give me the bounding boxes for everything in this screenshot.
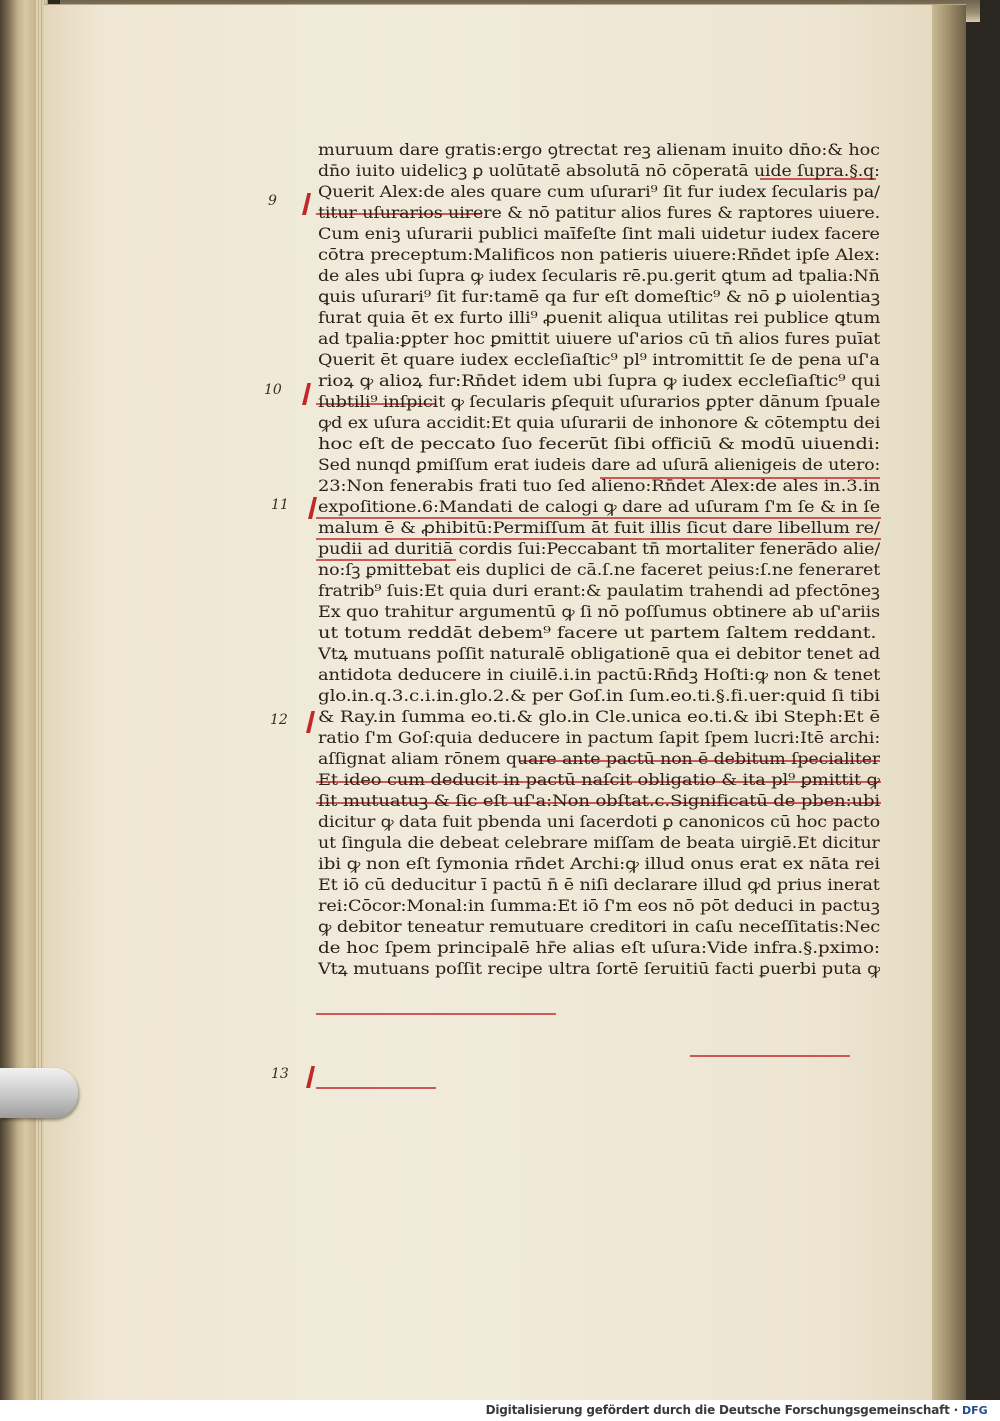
page-right-edge bbox=[932, 5, 966, 1400]
text-line: dn̄o iuito uidelicꝫ ꝑ uolūtatē absolutā nō cōperatā uide ſupra.§.q: bbox=[318, 162, 880, 180]
bookmark-tab[interactable] bbox=[0, 1068, 78, 1118]
rubric-underline bbox=[690, 1055, 850, 1057]
rubric-underline bbox=[316, 1087, 436, 1089]
section-number: 9 bbox=[268, 193, 277, 209]
section-number: 12 bbox=[270, 712, 288, 728]
section-number: 10 bbox=[264, 382, 282, 398]
section-number: 13 bbox=[271, 1066, 289, 1082]
text-line: Vtꝝ mutuans poſſit recipe ultra ſortē ſeruitiū facti ꝑuerbi puta ꝙ bbox=[318, 960, 880, 978]
text-line: aſſignat aliam rōnem quare ante pactū non ē debitum ſpecialiter bbox=[318, 750, 880, 768]
text-line: ꝙd ex uſura accidit:Et quia uſurarii de inhonore & cōtemptu dei bbox=[318, 414, 880, 432]
text-line: ꝙ debitor teneatur remutuare creditori in caſu neceſſitatis:Nec bbox=[318, 918, 880, 936]
text-line: rei:Cōcor:Monal:in ſumma:Et iō ſ'm eos nō pōt deduci in pactuꝫ bbox=[318, 897, 880, 915]
text-line: Cum eniꝫ uſurarii publici maīfeſte ſint mali uidetur iudex facere bbox=[318, 225, 880, 243]
text-line: malum ē & ꝓhibitū:Permiſſum āt fuit illis ſicut dare libellum re/ bbox=[318, 519, 880, 537]
text-line: fratrib⁹ ſuis:Et quia duri erant:& paulatim trahendi ad pfectōneꝫ bbox=[318, 582, 880, 600]
text-line: ratio ſ'm Goſ:quia deducere in pactum ſapit ſpem lucri:Itē archi: bbox=[318, 729, 880, 747]
text-line: Et ideo cum deducit in pactū naſcit obligatio & ita pl⁹ ꝑmittit ꝙ bbox=[318, 771, 880, 789]
section-number: 11 bbox=[271, 497, 289, 513]
text-line: dicitur ꝙ data fuit pbenda uni ſacerdoti ꝑ canonicos cū hoc pacto bbox=[318, 813, 880, 831]
text-line: rioꝝ ꝙ alioꝝ fur:Rn̄det idem ubi ſupra ꝙ iudex eccleſiaſtic⁹ qui bbox=[318, 372, 880, 390]
text-line: ibi ꝙ non eſt ſymonia rn̄det Archi:ꝙ illud onus erat ex nāta rei bbox=[318, 855, 880, 873]
text-line: de hoc ſpem principalē hr̄e alias eſt uſura:Vide infra.§.pximo: bbox=[318, 939, 880, 957]
text-line: 23:Non fenerabis frati tuo ſed alieno:Rn̄det Alex:de ales in.3.in bbox=[318, 477, 880, 495]
text-line: ſit mutuatuꝫ & ſic eſt uſ'a:Non obſtat.c.Significatū de pben:ubi bbox=[318, 792, 880, 810]
text-line: glo.in.q.3.c.i.in.glo.2.& per Goſ.in ſum.eo.ti.§.fi.uer:quid ſi tibi bbox=[318, 687, 880, 705]
text-line: expoſitione.6:Mandati de calogi ꝙ dare ad uſuram ſ'm ſe & in ſe bbox=[318, 498, 880, 516]
text-line: hoc eſt de peccato ſuo fecerūt ſibi officiū & modū uiuendi: bbox=[318, 435, 880, 453]
text-line: pudii ad duritiā cordis ſui:Peccabant tn̄ mortaliter fenerādo alie/ bbox=[318, 540, 880, 558]
text-line: ut totum reddāt debem⁹ facere ut partem ſaltem reddant. bbox=[318, 624, 877, 642]
text-line: ꝗuis uſurari⁹ ſit fur:tamē qa fur eſt domeſtic⁹ & nō ꝑ uiolentiaꝫ bbox=[318, 288, 880, 306]
text-line: & Ray.in ſumma eo.ti.& glo.in Cle.unica eo.ti.& ibi Steph:Et ē bbox=[318, 708, 880, 726]
text-line: muruum dare gratis:ergo ꝯtrectat reꝫ alienam inuito dn̄o:& hoc bbox=[318, 141, 880, 159]
text-line: Querit ēt quare iudex eccleſiaſtic⁹ pl⁹ intromittit ſe de pena uſ'a bbox=[318, 351, 880, 369]
text-line: Ex quo trahitur argumentū ꝙ ſi nō poſſumus obtinere ab uſ'ariis bbox=[318, 603, 880, 621]
text-line: Vtꝝ mutuans poſſit naturalē obligationē qua ei debitor tenet ad bbox=[318, 645, 880, 663]
footer-credit: Digitalisierung gefördert durch die Deutsche Forschungsgemeinschaft · bbox=[485, 1403, 958, 1417]
text-line: titur uſurarios uirere & nō patitur alios fures & raptores uiuere. bbox=[318, 204, 880, 222]
text-line: Et iō cū deducitur ī pactū n̄ ē niſi declarare illud ꝙd prius inerat bbox=[318, 876, 880, 894]
text-line: antidota deducere in ciuilē.i.in pactū:Rn̄dꝫ Hoſti:ꝙ non & tenet bbox=[318, 666, 880, 684]
rubric-underline bbox=[316, 1013, 556, 1015]
text-line: de ales ubi ſupra ꝙ iudex ſecularis rē.pu.gerit ꝗtum ad tpalia:Nn̄ bbox=[318, 267, 880, 285]
dfg-logo[interactable]: DFG bbox=[962, 1404, 988, 1417]
text-line: Sed nunqd ꝑmiſſum erat iudeis dare ad uſurā alienigeis de utero: bbox=[318, 456, 880, 474]
text-line: furat quia ēt ex furto illi⁹ ꝓuenit aliqua utilitas rei publice ꝗtum bbox=[318, 309, 880, 327]
text-line: no:ſꝫ ꝑmittebat eis duplici de cā.ſ.ne faceret peius:ſ.ne feneraret bbox=[318, 561, 880, 579]
text-line: ad tpalia:ꝑpter hoc ꝑmittit uiuere uſ'arios cū tn̄ alios fures puīat bbox=[318, 330, 880, 348]
page-text bbox=[318, 140, 880, 980]
text-line: ſubtili⁹ inſpicit ꝙ ſecularis ꝑſequit uſurarios ꝑpter dānum ſpuale bbox=[318, 393, 880, 411]
text-line: Querit Alex:de ales quare cum uſurari⁹ ſit fur iudex ſecularis pa/ bbox=[318, 183, 880, 201]
text-line: cōtra preceptum:Malificos non patieris uiuere:Rn̄det ipſe Alex: bbox=[318, 246, 880, 264]
text-line: ut ſingula die debeat celebrare miſſam de beata uirgiē.Et dicitur bbox=[318, 834, 880, 852]
footer-bar bbox=[0, 1400, 1000, 1421]
